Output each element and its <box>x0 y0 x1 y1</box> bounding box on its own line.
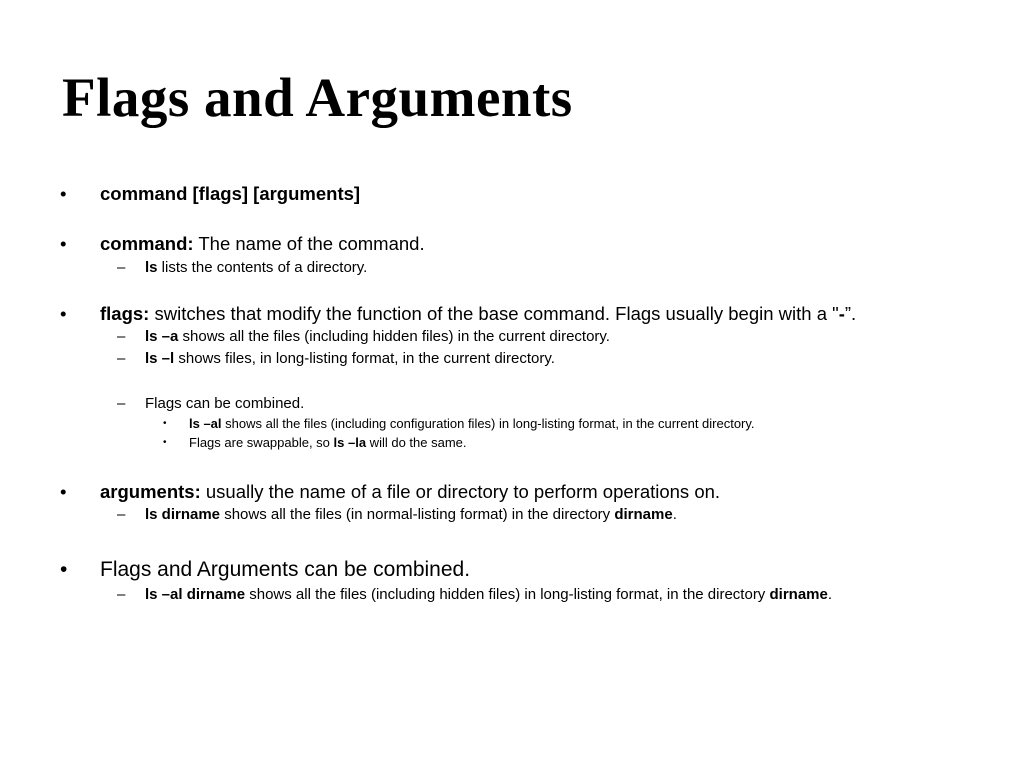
bullet-marker: • <box>60 183 67 204</box>
flags-combined-text: Flags can be combined. <box>145 395 305 412</box>
dirname-term: dirname <box>614 506 673 523</box>
dirname-term: dirname <box>769 586 828 603</box>
dash-marker: – <box>117 328 126 345</box>
ls-cmd: ls <box>145 259 158 276</box>
ls-desc: lists the contents of a directory. <box>157 259 368 276</box>
dash-marker: – <box>117 506 126 523</box>
ls-dirname-cmd: ls dirname <box>145 506 221 523</box>
period: . <box>672 506 677 523</box>
ls-l-desc: shows files, in long-listing format, in the current directory. <box>174 350 555 367</box>
syntax-text: command [flags] [arguments] <box>100 183 361 204</box>
flags-desc-end: ”. <box>844 303 857 324</box>
dash-marker: – <box>117 350 126 367</box>
bullet-marker: • <box>163 437 167 448</box>
bullet-marker: • <box>60 233 67 254</box>
ls-la-cmd: ls –la <box>333 435 367 450</box>
swappable-end: will do the same. <box>366 435 467 450</box>
dash-marker: – <box>117 586 126 603</box>
command-term: command: <box>100 233 194 254</box>
ls-al-dirname-desc: shows all the files (including hidden files) in long-listing format, in the directory <box>245 586 770 603</box>
flags-desc: switches that modify the function of the base command. Flags usually begin with a " <box>149 303 839 324</box>
ls-l-cmd: ls –l <box>145 350 175 367</box>
command-desc: The name of the command. <box>193 233 425 254</box>
flags-dash: - <box>838 303 845 324</box>
arguments-term: arguments: <box>100 481 201 502</box>
swappable-text: Flags are swappable, so <box>189 435 334 450</box>
bullet-marker: • <box>163 418 167 429</box>
ls-dirname-desc: shows all the files (in normal-listing format) in the directory <box>220 506 615 523</box>
period: . <box>827 586 833 603</box>
ls-al-cmd: ls –al <box>189 416 222 431</box>
bullet-marker: • <box>60 303 67 324</box>
ls-a-cmd: ls –a <box>145 328 179 345</box>
slide-title: Flags and Arguments <box>62 67 573 128</box>
flags-term: flags: <box>100 303 150 324</box>
arguments-desc: usually the name of a file or directory to perform operations on. <box>200 481 721 502</box>
combined-text: Flags and Arguments can be combined. <box>100 558 471 581</box>
ls-al-desc: shows all the files (including configuration files) in long-listing format, in the current directory. <box>221 416 755 431</box>
bullet-marker: • <box>60 481 67 502</box>
ls-al-dirname-cmd: ls –al dirname <box>145 586 246 603</box>
dash-marker: – <box>117 259 126 276</box>
bullet-marker: • <box>60 558 68 581</box>
dash-marker: – <box>117 395 126 412</box>
ls-a-desc: shows all the files (including hidden files) in the current directory. <box>178 328 610 345</box>
